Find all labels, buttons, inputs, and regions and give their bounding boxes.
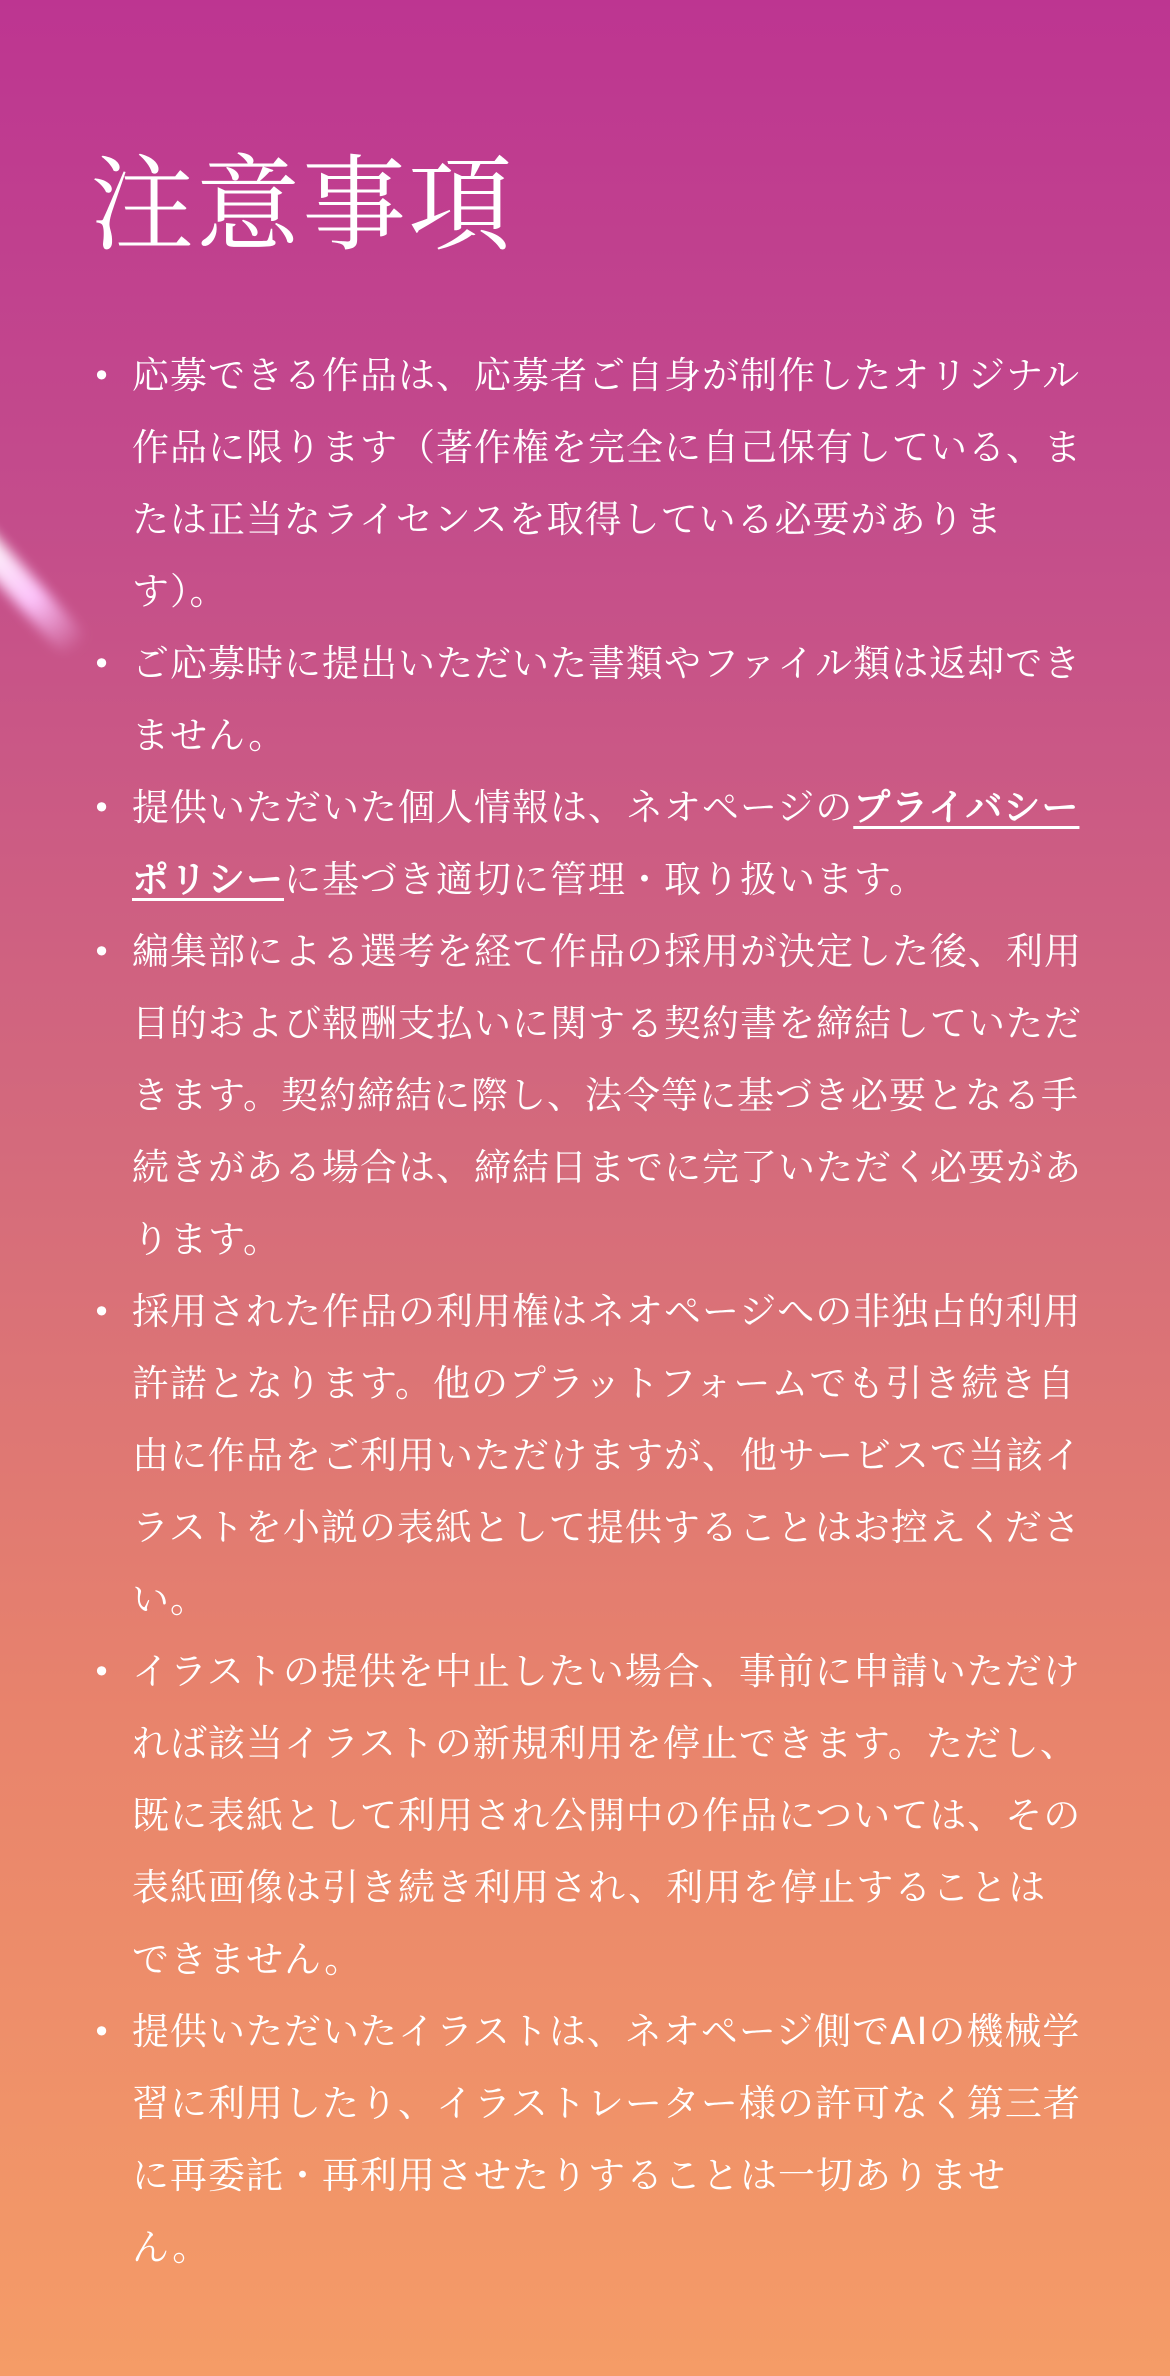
note-text: 応募できる作品は、応募者ご自身が制作したオリジナル作品に限ります（著作権を完全に自己保有している、または正当なライセンスを取得している必要があります）。 — [132, 354, 1082, 613]
decorative-light-streak — [0, 475, 88, 659]
note-item-privacy — [92, 772, 1082, 916]
note-text: イラストの提供を中止したい場合、事前に申請いただければ該当イラストの新規利用を停止できます。ただし、既に表紙として利用され公開中の作品については、その表紙画像は引き続き利用され、利用を停止することはできません。 — [132, 1650, 1082, 1981]
note-item-originality — [92, 340, 1082, 628]
bullet-icon: • — [92, 1293, 112, 1331]
notes-list — [92, 340, 1082, 2284]
note-item-usage-rights — [92, 1276, 1082, 1636]
bullet-icon: • — [92, 2013, 112, 2051]
bullet-icon: • — [92, 1653, 112, 1691]
bullet-icon: • — [92, 357, 112, 395]
bullet-icon: • — [92, 645, 112, 683]
note-text-after-link: に基づき適切に管理・取り扱います。 — [284, 858, 928, 901]
note-text: 編集部による選考を経て作品の採用が決定した後、利用目的および報酬支払いに関する契約書を締結していただきます。契約締結に際し、法令等に基づき必要となる手続きがある場合は、締結日までに完了いただく必要があります。 — [132, 930, 1082, 1261]
note-item-contract — [92, 916, 1082, 1276]
note-text: ご応募時に提出いただいた書類やファイル類は返却できません。 — [132, 642, 1082, 757]
note-item-documents — [92, 628, 1082, 772]
note-item-ai-usage — [92, 1996, 1082, 2284]
bullet-icon: • — [92, 933, 112, 971]
note-item-withdrawal — [92, 1636, 1082, 1996]
note-text: 採用された作品の利用権はネオページへの非独占的利用許諾となります。他のプラットフォームでも引き続き自由に作品をご利用いただけますが、他サービスで当該イラストを小説の表紙として提供することはお控えください。 — [132, 1290, 1082, 1621]
bullet-icon: • — [92, 789, 112, 827]
note-text-before-link: 提供いただいた個人情報は、ネオページの — [132, 786, 854, 829]
privacy-policy-link[interactable]: プライバシーポリシー — [132, 786, 1080, 901]
page-title: 注意事項 — [90, 144, 515, 266]
note-text: 提供いただいたイラストは、ネオページ側でAIの機械学習に利用したり、イラストレーター様の許可なく第三者に再委託・再利用させたりすることは一切ありません。 — [132, 2010, 1081, 2269]
